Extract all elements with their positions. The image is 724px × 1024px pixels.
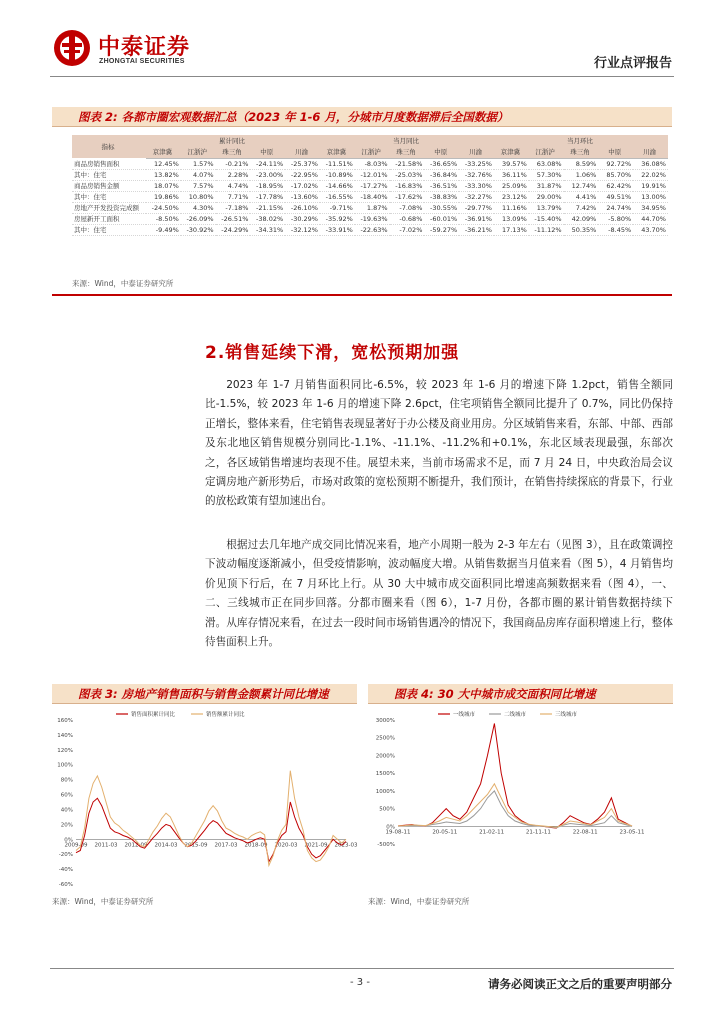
sub-header-cell: 珠三角 — [390, 146, 425, 158]
table-cell: 43.70% — [633, 224, 668, 235]
figure3-label: 图表 3: — [78, 687, 118, 701]
sub-header-cell: 中原 — [250, 146, 285, 158]
table-cell: -60.01% — [424, 213, 459, 224]
table-cell: -21.58% — [390, 158, 425, 169]
x-tick-label: 2018-09 — [244, 842, 268, 849]
y-tick-label: 500% — [379, 806, 395, 813]
table-cell: 7.42% — [564, 202, 599, 213]
table-cell: -38.02% — [250, 213, 285, 224]
figure4-title — [368, 684, 673, 704]
y-tick-label: 1500% — [375, 771, 395, 778]
table-cell: -24.11% — [250, 158, 285, 169]
table-cell: 23.12% — [494, 191, 529, 202]
table-cell: -32.76% — [459, 169, 494, 180]
table-cell: 12.74% — [564, 180, 599, 191]
row-label: 其中：住宅 — [72, 191, 146, 202]
table-cell: -25.03% — [390, 169, 425, 180]
sub-header-cell: 中原 — [598, 146, 633, 158]
figure3-title — [52, 684, 357, 704]
table-cell: -33.91% — [320, 224, 355, 235]
table-row — [72, 191, 668, 202]
y-tick-label: 140% — [57, 732, 73, 739]
table-cell: -26.51% — [216, 213, 251, 224]
figure4-title-text: 30 大中城市成交面积同比增速 — [437, 687, 596, 701]
table-cell: 34.95% — [633, 202, 668, 213]
table-cell: -38.83% — [424, 191, 459, 202]
x-tick-label: 22-08-11 — [572, 829, 598, 836]
series-line-1 — [76, 771, 346, 866]
brand-name-en: ZHONGTAI SECURITIES — [99, 58, 185, 65]
table-cell: 42.09% — [564, 213, 599, 224]
figure2-source: 来源：Wind，中泰证券研究所 — [72, 279, 174, 288]
table-cell: -15.40% — [529, 213, 564, 224]
figure3-source: 来源：Wind，中泰证券研究所 — [52, 897, 154, 906]
table-cell: 17.13% — [494, 224, 529, 235]
table-row — [72, 224, 668, 235]
y-tick-label: -60% — [58, 882, 73, 888]
table-cell: -34.31% — [250, 224, 285, 235]
figure2-title-text: 各都市圈宏观数据汇总（2023 年 1-6 月，分城市月度数据滞后全国数据） — [121, 110, 509, 124]
sub-header-cell: 川渝 — [285, 146, 320, 158]
x-tick-label: 21-02-11 — [479, 829, 505, 836]
figure4-chart — [368, 706, 672, 892]
table-cell: -16.55% — [320, 191, 355, 202]
table-cell: -21.15% — [250, 202, 285, 213]
y-tick-label: 2000% — [375, 753, 395, 760]
x-tick-label: 2020-03 — [274, 842, 298, 849]
legend-label: 销售面积累计同比 — [131, 712, 176, 718]
zhongtai-logo-icon — [52, 28, 92, 68]
legend-label: 销售额累计同比 — [206, 712, 245, 718]
table-cell: 85.70% — [598, 169, 633, 180]
section-divider — [52, 294, 672, 296]
table-cell: -32.27% — [459, 191, 494, 202]
figure2-title — [52, 107, 672, 127]
table-cell: -24.29% — [216, 224, 251, 235]
table-cell: 92.72% — [598, 158, 633, 169]
table-cell: -0.68% — [390, 213, 425, 224]
figure3-title-text: 房地产销售面积与销售金额累计同比增速 — [121, 687, 329, 701]
table-cell: -36.51% — [424, 180, 459, 191]
table-cell: -17.27% — [355, 180, 390, 191]
table-cell: -10.89% — [320, 169, 355, 180]
x-tick-label: 2017-03 — [214, 842, 238, 849]
table-cell: -36.84% — [424, 169, 459, 180]
table-cell: -9.71% — [320, 202, 355, 213]
sub-header-cell: 江浙沪 — [355, 146, 390, 158]
table-cell: -16.83% — [390, 180, 425, 191]
group-header: 当月环比 — [494, 135, 668, 146]
table-cell: -11.12% — [529, 224, 564, 235]
footer-divider — [50, 968, 674, 969]
y-tick-label: 3000% — [375, 718, 395, 724]
table-row — [72, 213, 668, 224]
x-tick-label: 2021-09 — [304, 842, 328, 849]
table-cell: -36.65% — [424, 158, 459, 169]
table-cell: 1.57% — [181, 158, 216, 169]
y-tick-label: 0% — [386, 824, 395, 831]
table-cell: -25.37% — [285, 158, 320, 169]
table-cell: -12.01% — [355, 169, 390, 180]
row-label: 房地产开发投资完成额 — [72, 202, 146, 213]
row-header: 指标 — [72, 135, 146, 158]
group-header: 累计同比 — [146, 135, 320, 146]
sub-header-cell: 京津冀 — [320, 146, 355, 158]
table-cell: -35.92% — [320, 213, 355, 224]
figure4-label: 图表 4: — [394, 687, 434, 701]
table-cell: -22.63% — [355, 224, 390, 235]
y-tick-label: 60% — [60, 792, 73, 799]
x-tick-label: 21-11-11 — [525, 829, 551, 836]
row-label: 商品房销售面积 — [72, 158, 146, 169]
legend-label: 三线城市 — [555, 712, 578, 718]
table-cell: -11.51% — [320, 158, 355, 169]
table-cell: -26.10% — [285, 202, 320, 213]
table-cell: 7.57% — [181, 180, 216, 191]
table-cell: 19.91% — [633, 180, 668, 191]
table-cell: 12.45% — [146, 158, 181, 169]
brand-name-cn: 中泰证券 — [98, 35, 191, 60]
table-cell: -30.92% — [181, 224, 216, 235]
table-cell: -19.63% — [355, 213, 390, 224]
table-cell: -30.29% — [285, 213, 320, 224]
page-number: - 3 - — [350, 977, 370, 988]
table-cell: -9.49% — [146, 224, 181, 235]
sub-header-cell: 珠三角 — [564, 146, 599, 158]
sub-header-cell: 江浙沪 — [181, 146, 216, 158]
table-cell: 25.09% — [494, 180, 529, 191]
y-tick-label: 80% — [60, 777, 73, 784]
table-cell: -23.00% — [250, 169, 285, 180]
table-cell: -33.30% — [459, 180, 494, 191]
table-cell: 1.87% — [355, 202, 390, 213]
row-label: 房屋新开工面积 — [72, 213, 146, 224]
group-header: 当月同比 — [320, 135, 494, 146]
table-cell: -17.02% — [285, 180, 320, 191]
y-tick-label: -40% — [58, 867, 73, 874]
table-cell: 36.08% — [633, 158, 668, 169]
legend-label: 二线城市 — [504, 712, 527, 718]
x-tick-label: 2012-09 — [124, 842, 148, 849]
table-cell: 31.87% — [529, 180, 564, 191]
table-cell: 36.11% — [494, 169, 529, 180]
table-cell: -32.12% — [285, 224, 320, 235]
table-cell: 18.07% — [146, 180, 181, 191]
table-cell: 4.30% — [181, 202, 216, 213]
table-cell: -14.66% — [320, 180, 355, 191]
table-cell: 10.80% — [181, 191, 216, 202]
x-tick-label: 2014-03 — [154, 842, 178, 849]
sub-header-cell: 川渝 — [459, 146, 494, 158]
table-cell: 4.41% — [564, 191, 599, 202]
table-cell: -26.09% — [181, 213, 216, 224]
y-tick-label: 120% — [57, 747, 73, 754]
disclaimer-text: 请务必阅读正文之后的重要声明部分 — [488, 977, 672, 991]
table-row — [72, 158, 668, 169]
table-cell: 44.70% — [633, 213, 668, 224]
paragraph-1 — [205, 376, 673, 512]
table-cell: -5.80% — [598, 213, 633, 224]
x-tick-label: 19-08-11 — [385, 829, 411, 836]
table-cell: -7.18% — [216, 202, 251, 213]
y-tick-label: 1000% — [375, 788, 395, 795]
table-cell: 1.06% — [564, 169, 599, 180]
page-header — [0, 0, 724, 80]
figure2-table-container — [72, 135, 668, 270]
table-cell: 2.28% — [216, 169, 251, 180]
x-tick-label: 2009-09 — [64, 842, 88, 849]
sub-header-cell: 珠三角 — [216, 146, 251, 158]
row-label: 其中：住宅 — [72, 169, 146, 180]
table-cell: 39.57% — [494, 158, 529, 169]
table-cell: 62.42% — [598, 180, 633, 191]
table-cell: 11.16% — [494, 202, 529, 213]
table-cell: 4.07% — [181, 169, 216, 180]
y-tick-label: 40% — [60, 807, 73, 814]
paragraph-2 — [205, 536, 673, 652]
table-cell: -36.91% — [459, 213, 494, 224]
y-tick-label: 2500% — [375, 735, 395, 742]
series-line-0 — [398, 724, 632, 829]
table-cell: 24.74% — [598, 202, 633, 213]
figure4-source: 来源：Wind，中泰证券研究所 — [368, 897, 470, 906]
x-tick-label: 2011-03 — [94, 842, 118, 849]
table-cell: -0.21% — [216, 158, 251, 169]
table-cell: 13.82% — [146, 169, 181, 180]
x-tick-label: 20-05-11 — [432, 829, 458, 836]
x-tick-label: 2015-09 — [184, 842, 208, 849]
sub-header-cell: 中原 — [424, 146, 459, 158]
table-row — [72, 202, 668, 213]
table-cell: 7.71% — [216, 191, 251, 202]
table-cell: -59.27% — [424, 224, 459, 235]
row-label: 其中：住宅 — [72, 224, 146, 235]
sub-header-cell: 川渝 — [633, 146, 668, 158]
figure2-label: 图表 2: — [78, 110, 118, 124]
paragraph-2-text: 根据过去几年地产成交同比情况来看，地产小周期一般为 2-3 年左右（见图 3），且在政策调控下波动幅度逐渐减小，但受疫情影响，波动幅度大增。从销售数据当月值来看（图 5），4 月销售均价见顶下行后，在 7 月环比上行。从 30 大中城市成交面积同比增速高频数据来看（图 4），一、二、三线城市正在同步回落。分都市圈来看（图 6），1-7 月份，各都市圈的累计销售数据持续下滑。从库存情况来看，在过去一段时间市场销售遇冷的情况下，我国商品房库存面积增速上行，整体待售面积上升。 — [205, 539, 673, 649]
report-type: 行业点评报告 — [593, 56, 672, 71]
table-cell: -8.50% — [146, 213, 181, 224]
table-cell: 13.79% — [529, 202, 564, 213]
legend-label: 一线城市 — [453, 712, 476, 718]
table-cell: 8.59% — [564, 158, 599, 169]
sub-header-cell: 京津冀 — [146, 146, 181, 158]
table-cell: -36.21% — [459, 224, 494, 235]
table-cell: -8.03% — [355, 158, 390, 169]
y-tick-label: -20% — [58, 852, 73, 859]
x-tick-label: 23-05-11 — [619, 829, 645, 836]
table-cell: 22.02% — [633, 169, 668, 180]
table-cell: -29.77% — [459, 202, 494, 213]
table-cell: 50.35% — [564, 224, 599, 235]
sub-header-cell: 京津冀 — [494, 146, 529, 158]
section-title: 2.销售延续下滑，宽松预期加强 — [205, 343, 460, 363]
table-row — [72, 180, 668, 191]
table-cell: -8.45% — [598, 224, 633, 235]
figure3-chart — [52, 706, 358, 892]
macro-data-table — [72, 135, 668, 236]
table-cell: -33.25% — [459, 158, 494, 169]
table-cell: -24.50% — [146, 202, 181, 213]
table-row — [72, 169, 668, 180]
table-cell: 63.08% — [529, 158, 564, 169]
x-tick-label: 2023-03 — [334, 842, 358, 849]
sub-header-row — [72, 146, 668, 158]
table-cell: 19.86% — [146, 191, 181, 202]
table-cell: 49.51% — [598, 191, 633, 202]
table-cell: 13.00% — [633, 191, 668, 202]
table-cell: -30.55% — [424, 202, 459, 213]
table-cell: -7.08% — [390, 202, 425, 213]
table-cell: -18.95% — [250, 180, 285, 191]
table-cell: -22.95% — [285, 169, 320, 180]
table-cell: 29.00% — [529, 191, 564, 202]
y-tick-label: 160% — [57, 718, 73, 724]
table-cell: 4.74% — [216, 180, 251, 191]
y-tick-label: 100% — [57, 762, 73, 769]
table-body — [72, 158, 668, 235]
table-cell: 57.30% — [529, 169, 564, 180]
y-tick-label: 0% — [64, 837, 73, 844]
sub-header-cell: 江浙沪 — [529, 146, 564, 158]
table-cell: -13.60% — [285, 191, 320, 202]
y-tick-label: -500% — [377, 842, 395, 848]
table-cell: -17.78% — [250, 191, 285, 202]
table-cell: 13.09% — [494, 213, 529, 224]
table-cell: -7.02% — [390, 224, 425, 235]
table-cell: -17.62% — [390, 191, 425, 202]
header-divider — [50, 76, 674, 77]
row-label: 商品房销售金额 — [72, 180, 146, 191]
table-cell: -18.40% — [355, 191, 390, 202]
paragraph-1-text: 2023 年 1-7 月销售面积同比-6.5%，较 2023 年 1-6 月的增速下降 1.2pct，销售全额同比-1.5%，较 2023 年 1-6 月的增速下降 2.6pct，住宅项销售全额同比提升了 0.7%，同比仍保持正增长，整体来看，住宅销售表现显著好于办公楼及商业用房。分区域销售来看，东部、中部、西部及东北地区销售规模分别同比-1.1%、-11.1%、-11.2%和+0.1%，东北区域表现最强，东部次之，各区域销售增速均表现不佳。展望未来，当前市场需求不足，而 7 月 24 日，中央政治局会议定调房地产新形势后，市场对政策的宽松预期不断提升，我们预计，在销售持续探底的背景下，行业的放松政策有望加速出台。 — [205, 379, 673, 508]
y-tick-label: 20% — [60, 822, 73, 829]
